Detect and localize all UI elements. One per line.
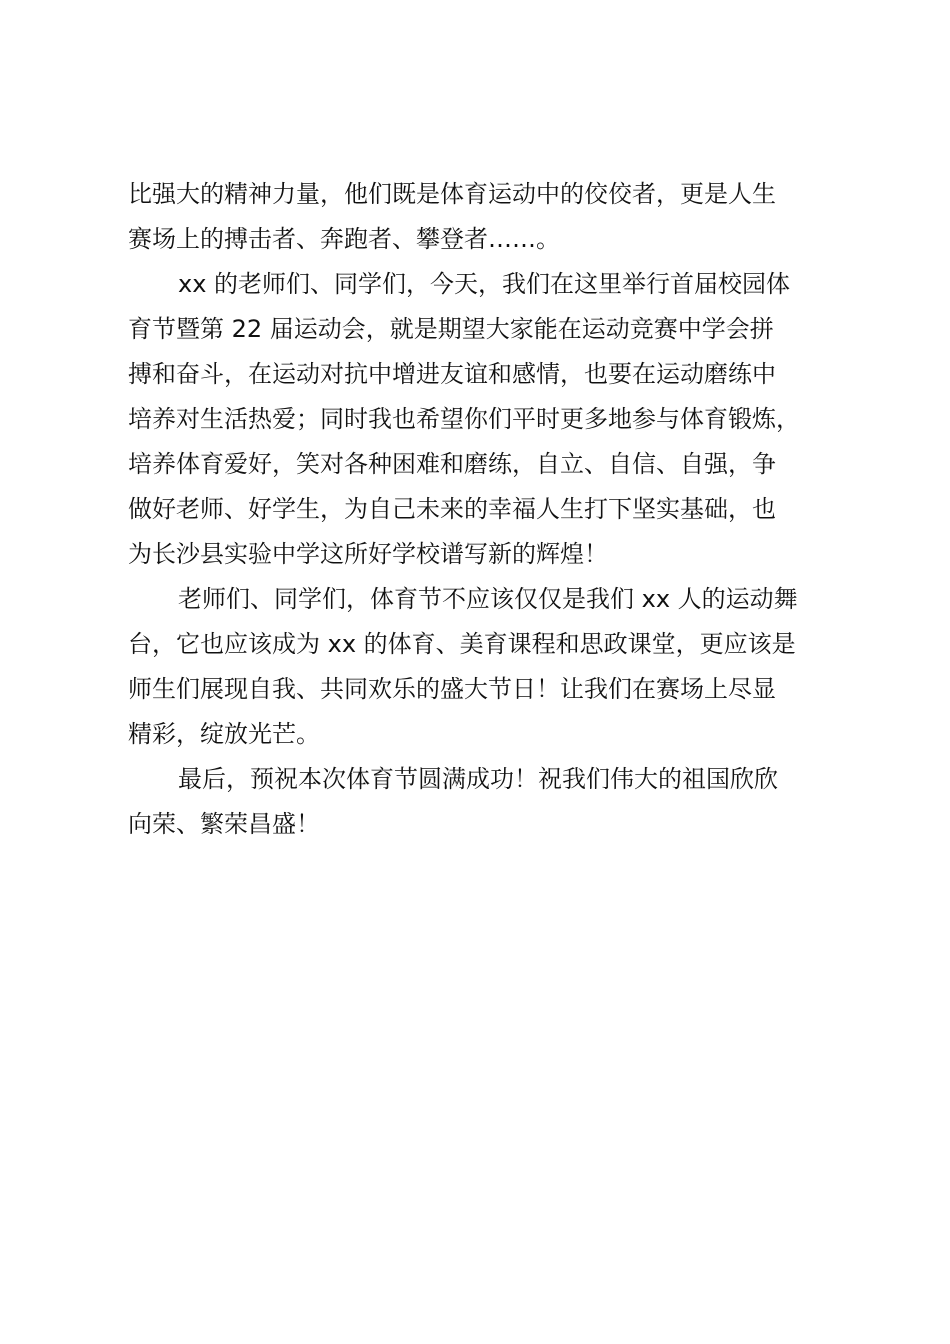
text-line: 为长沙县实验中学这所好学校谱写新的辉煌！ — [128, 540, 608, 568]
text-line: 精彩，绽放光芒。 — [128, 720, 320, 748]
paragraph-start-line: 最后，预祝本次体育节圆满成功！祝我们伟大的祖国欣欣 — [178, 765, 778, 793]
document-body — [128, 172, 828, 847]
text-line: 培养体育爱好，笑对各种困难和磨练，自立、自信、自强，争 — [128, 450, 776, 478]
text-line: 比强大的精神力量，他们既是体育运动中的佼佼者，更是人生 — [128, 180, 776, 208]
text-line: 育节暨第 22 届运动会，就是期望大家能在运动竞赛中学会拼 — [128, 315, 774, 343]
text-line: 做好老师、好学生，为自己未来的幸福人生打下坚实基础，也 — [128, 495, 776, 523]
paragraph-start-line: xx 的老师们、同学们，今天，我们在这里举行首届校园体 — [178, 270, 791, 298]
text-line: 台，它也应该成为 xx 的体育、美育课程和思政课堂，更应该是 — [128, 630, 796, 658]
text-line: 培养对生活热爱；同时我也希望你们平时更多地参与体育锻炼， — [128, 405, 800, 433]
text-line: 向荣、繁荣昌盛！ — [128, 810, 320, 838]
text-line: 搏和奋斗，在运动对抗中增进友谊和感情，也要在运动磨练中 — [128, 360, 776, 388]
text-line: 师生们展现自我、共同欢乐的盛大节日！让我们在赛场上尽显 — [128, 675, 776, 703]
text-line: 赛场上的搏击者、奔跑者、攀登者……。 — [128, 225, 560, 253]
paragraph-start-line: 老师们、同学们，体育节不应该仅仅是我们 xx 人的运动舞 — [178, 585, 798, 613]
